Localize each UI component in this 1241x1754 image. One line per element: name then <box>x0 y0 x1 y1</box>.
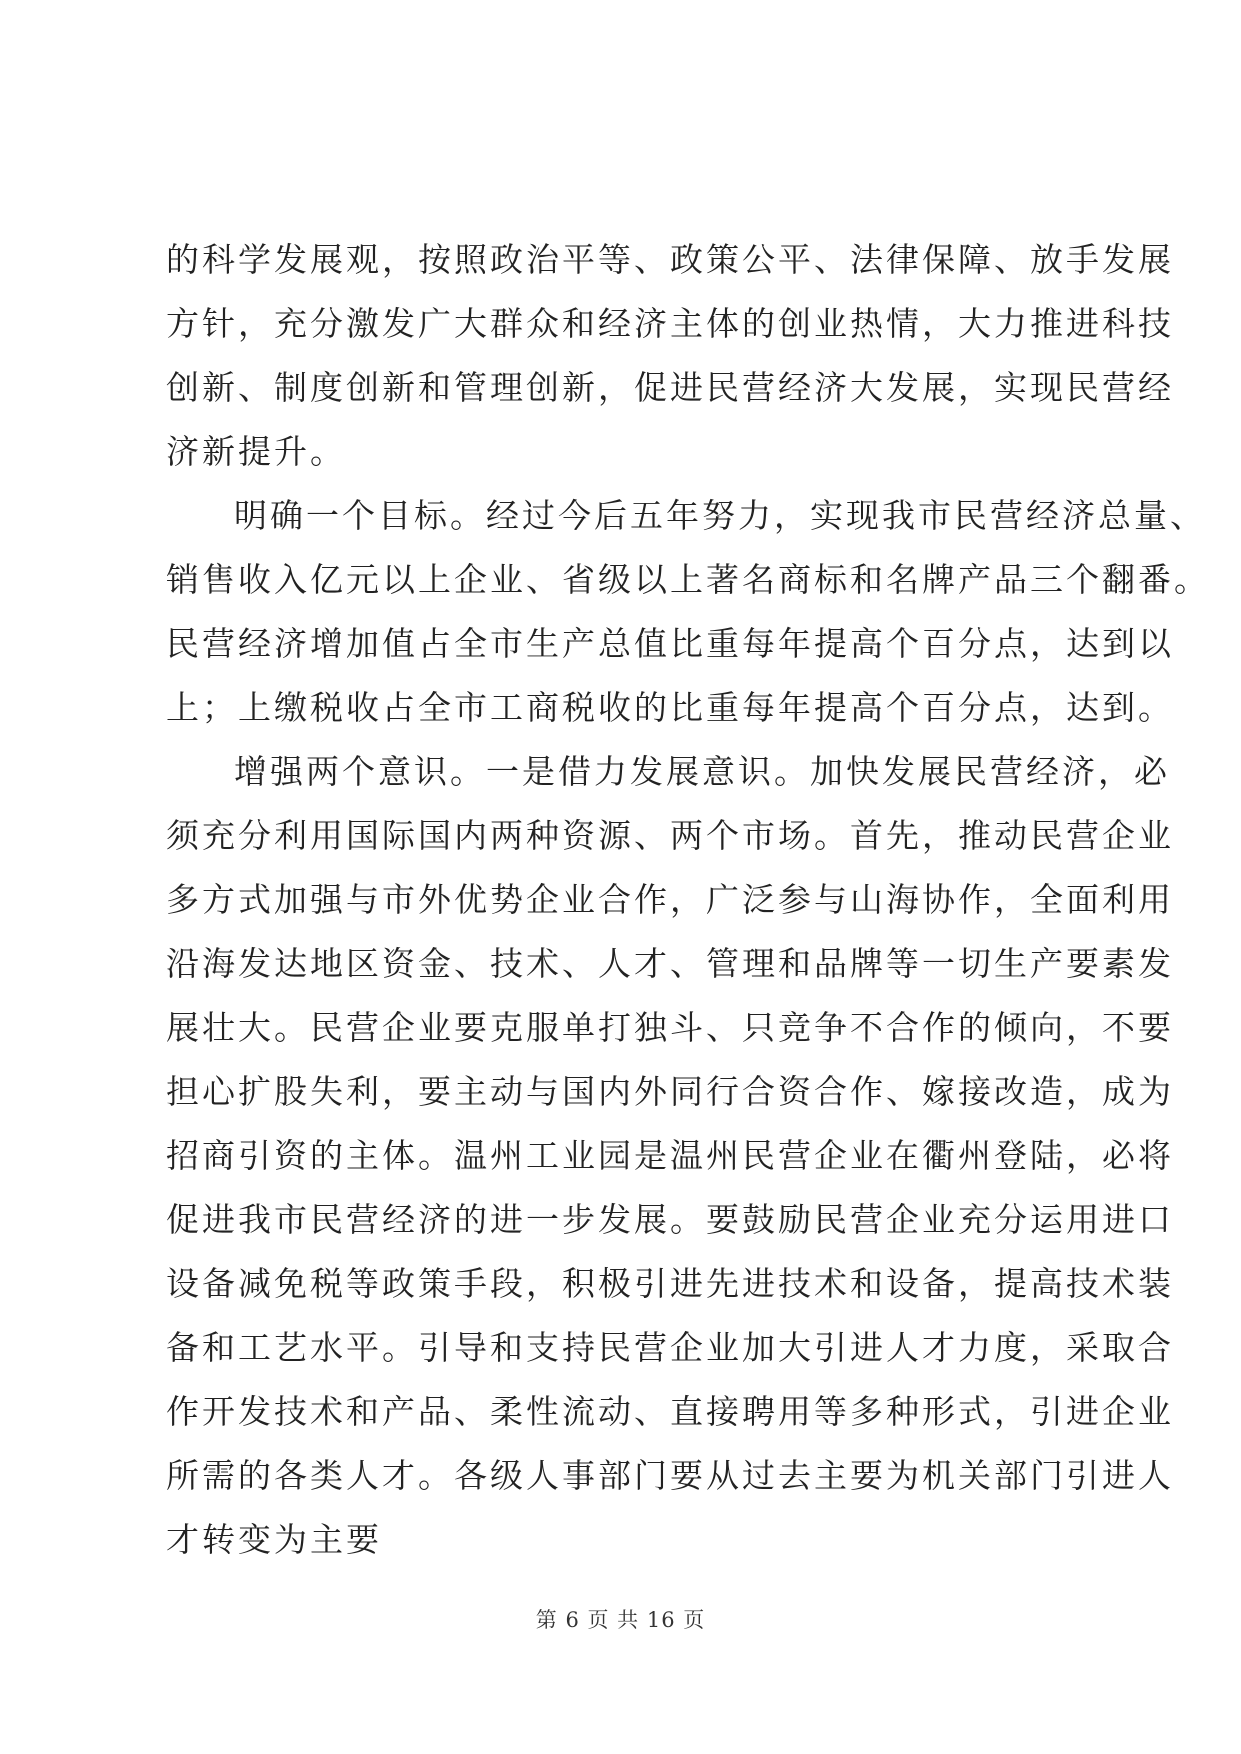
text-line: 招商引资的主体。温州工业园是温州民营企业在衢州登陆，必将 <box>166 1136 1174 1175</box>
paragraph-first-line: 增强两个意识。一是借力发展意识。加快发展民营经济，必 <box>234 752 1170 791</box>
text-line: 沿海发达地区资金、技术、人才、管理和品牌等一切生产要素发 <box>166 944 1174 983</box>
text-line: 销售收入亿元以上企业、省级以上著名商标和名牌产品三个翻番。 <box>166 560 1210 599</box>
text-line: 须充分利用国际国内两种资源、两个市场。首先，推动民营企业 <box>166 816 1174 855</box>
text-line: 所需的各类人才。各级人事部门要从过去主要为机关部门引进人 <box>166 1456 1174 1495</box>
text-line: 上；上缴税收占全市工商税收的比重每年提高个百分点，达到。 <box>166 688 1174 727</box>
text-line: 担心扩股失利，要主动与国内外同行合资合作、嫁接改造，成为 <box>166 1072 1174 1111</box>
text-line: 的科学发展观，按照政治平等、政策公平、法律保障、放手发展 <box>166 240 1174 279</box>
text-line: 展壮大。民营企业要克服单打独斗、只竞争不合作的倾向，不要 <box>166 1008 1174 1047</box>
text-line: 促进我市民营经济的进一步发展。要鼓励民营企业充分运用进口 <box>166 1200 1174 1239</box>
text-line: 方针，充分激发广大群众和经济主体的创业热情，大力推进科技 <box>166 304 1174 343</box>
text-line: 济新提升。 <box>166 432 346 471</box>
page-number-footer: 第 6 页 共 16 页 <box>535 1608 706 1632</box>
paragraph-first-line: 明确一个目标。经过今后五年努力，实现我市民营经济总量、 <box>234 496 1206 535</box>
text-line: 作开发技术和产品、柔性流动、直接聘用等多种形式，引进企业 <box>166 1392 1174 1431</box>
text-line: 备和工艺水平。引导和支持民营企业加大引进人才力度，采取合 <box>166 1328 1174 1367</box>
text-line: 民营经济增加值占全市生产总值比重每年提高个百分点，达到以 <box>166 624 1174 663</box>
text-line: 设备减免税等政策手段，积极引进先进技术和设备，提高技术装 <box>166 1264 1174 1303</box>
body-text <box>166 228 1210 1572</box>
text-line: 才转变为主要 <box>166 1520 382 1559</box>
text-line: 创新、制度创新和管理创新，促进民营经济大发展，实现民营经 <box>166 368 1174 407</box>
text-line: 多方式加强与市外优势企业合作，广泛参与山海协作，全面利用 <box>166 880 1174 919</box>
